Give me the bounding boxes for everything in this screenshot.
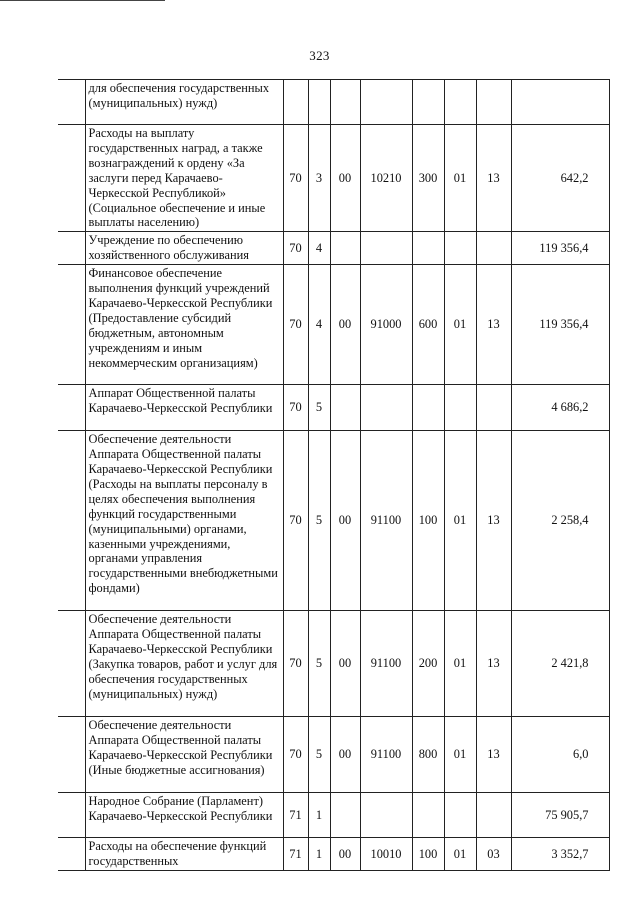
code-subprogram (330, 232, 360, 265)
code-program: 5 (308, 385, 330, 431)
code-expense-type (412, 793, 444, 838)
code-section (444, 232, 476, 265)
code-expense-type: 100 (412, 838, 444, 871)
code-program: 5 (308, 717, 330, 793)
row-margin-cell (58, 793, 85, 838)
code-direction: 91100 (360, 717, 412, 793)
code-section: 01 (444, 717, 476, 793)
code-subprogram: 00 (330, 431, 360, 611)
code-subsection: 13 (476, 431, 511, 611)
table-row (58, 125, 609, 232)
code-program: 4 (308, 232, 330, 265)
code-subsection (476, 232, 511, 265)
code-section: 01 (444, 431, 476, 611)
code-subprogram (330, 80, 360, 125)
code-direction: 91000 (360, 265, 412, 385)
row-margin-cell (58, 80, 85, 125)
row-amount: 3 352,7 (511, 838, 609, 871)
code-admin: 70 (283, 232, 308, 265)
code-admin: 71 (283, 838, 308, 871)
code-program (308, 80, 330, 125)
table-row (58, 431, 609, 611)
row-margin-cell (58, 717, 85, 793)
code-program: 4 (308, 265, 330, 385)
table-row (58, 80, 609, 125)
row-amount: 75 905,7 (511, 793, 609, 838)
code-subsection: 13 (476, 265, 511, 385)
code-direction: 91100 (360, 611, 412, 717)
code-subprogram: 00 (330, 125, 360, 232)
row-amount: 2 258,4 (511, 431, 609, 611)
row-margin-cell (58, 125, 85, 232)
code-program: 5 (308, 611, 330, 717)
row-amount (511, 80, 609, 125)
row-description: Обеспечение деятельности Аппарата Общественной палаты Карачаево-Черкесской Республики (Закупка товаров, работ и услуг для обеспечения государственных (муниципальных) нужд) (85, 611, 283, 717)
code-subsection: 13 (476, 717, 511, 793)
row-description: Расходы на обеспечение функций государственных (85, 838, 283, 871)
code-admin: 71 (283, 793, 308, 838)
code-admin: 70 (283, 265, 308, 385)
code-section: 01 (444, 125, 476, 232)
row-margin-cell (58, 431, 85, 611)
row-amount: 642,2 (511, 125, 609, 232)
code-expense-type (412, 385, 444, 431)
code-subsection: 13 (476, 125, 511, 232)
code-direction (360, 232, 412, 265)
code-subprogram: 00 (330, 838, 360, 871)
code-subprogram (330, 793, 360, 838)
code-program: 1 (308, 793, 330, 838)
code-expense-type (412, 80, 444, 125)
table-row (58, 611, 609, 717)
budget-table-body (58, 80, 609, 871)
code-direction: 91100 (360, 431, 412, 611)
code-admin: 70 (283, 431, 308, 611)
code-section (444, 793, 476, 838)
code-expense-type: 300 (412, 125, 444, 232)
code-program: 5 (308, 431, 330, 611)
code-section (444, 385, 476, 431)
code-direction (360, 80, 412, 125)
row-amount: 2 421,8 (511, 611, 609, 717)
code-admin: 70 (283, 385, 308, 431)
code-admin: 70 (283, 125, 308, 232)
row-description: Финансовое обеспечение выполнения функций учреждений Карачаево-Черкесской Республики (Предоставление субсидий бюджетным, автономным учреждениям и иным некоммерческим организациям) (85, 265, 283, 385)
code-subprogram (330, 385, 360, 431)
row-description: Аппарат Общественной палаты Карачаево-Черкесской Республики (85, 385, 283, 431)
row-amount: 4 686,2 (511, 385, 609, 431)
code-direction (360, 793, 412, 838)
table-row (58, 838, 609, 871)
row-description: Расходы на выплату государственных наград, а также вознаграждений к ордену «За заслуги перед Карачаево-Черкесской Республикой» (Социальное обеспечение и иные выплаты населению) (85, 125, 283, 232)
code-admin: 70 (283, 717, 308, 793)
table-row (58, 385, 609, 431)
table-row (58, 793, 609, 838)
code-direction (360, 385, 412, 431)
row-margin-cell (58, 232, 85, 265)
budget-allocation-table (58, 79, 610, 871)
row-amount: 119 356,4 (511, 232, 609, 265)
row-margin-cell (58, 265, 85, 385)
row-amount: 6,0 (511, 717, 609, 793)
row-margin-cell (58, 385, 85, 431)
row-description: Народное Собрание (Парламент) Карачаево-Черкесской Республики (85, 793, 283, 838)
table-row (58, 232, 609, 265)
code-subprogram: 00 (330, 265, 360, 385)
row-margin-cell (58, 838, 85, 871)
code-expense-type: 200 (412, 611, 444, 717)
code-section: 01 (444, 611, 476, 717)
row-description: Обеспечение деятельности Аппарата Общественной палаты Карачаево-Черкесской Республики (Иные бюджетные ассигнования) (85, 717, 283, 793)
code-subsection: 03 (476, 838, 511, 871)
code-subsection (476, 793, 511, 838)
code-expense-type: 100 (412, 431, 444, 611)
code-section: 01 (444, 838, 476, 871)
code-subprogram: 00 (330, 717, 360, 793)
code-subprogram: 00 (330, 611, 360, 717)
code-section (444, 80, 476, 125)
code-expense-type: 800 (412, 717, 444, 793)
code-expense-type: 600 (412, 265, 444, 385)
code-program: 3 (308, 125, 330, 232)
row-description: Обеспечение деятельности Аппарата Общественной палаты Карачаево-Черкесской Республики (Расходы на выплаты персоналу в целях обеспечения выполнения функций государственными (муниципальными) органами, казенными учреждениями, органами управления государственными внебюджетными фондами) (85, 431, 283, 611)
code-admin (283, 80, 308, 125)
code-subsection (476, 80, 511, 125)
row-margin-cell (58, 611, 85, 717)
row-description: для обеспечения государственных (муниципальных) нужд) (85, 80, 283, 125)
table-row (58, 265, 609, 385)
row-description: Учреждение по обеспечению хозяйственного обслуживания (85, 232, 283, 265)
scan-edge-line (0, 0, 165, 1)
code-expense-type (412, 232, 444, 265)
code-direction: 10210 (360, 125, 412, 232)
code-section: 01 (444, 265, 476, 385)
row-amount: 119 356,4 (511, 265, 609, 385)
code-direction: 10010 (360, 838, 412, 871)
code-admin: 70 (283, 611, 308, 717)
table-row (58, 717, 609, 793)
code-program: 1 (308, 838, 330, 871)
page-number: 323 (309, 48, 330, 63)
code-subsection (476, 385, 511, 431)
code-subsection: 13 (476, 611, 511, 717)
